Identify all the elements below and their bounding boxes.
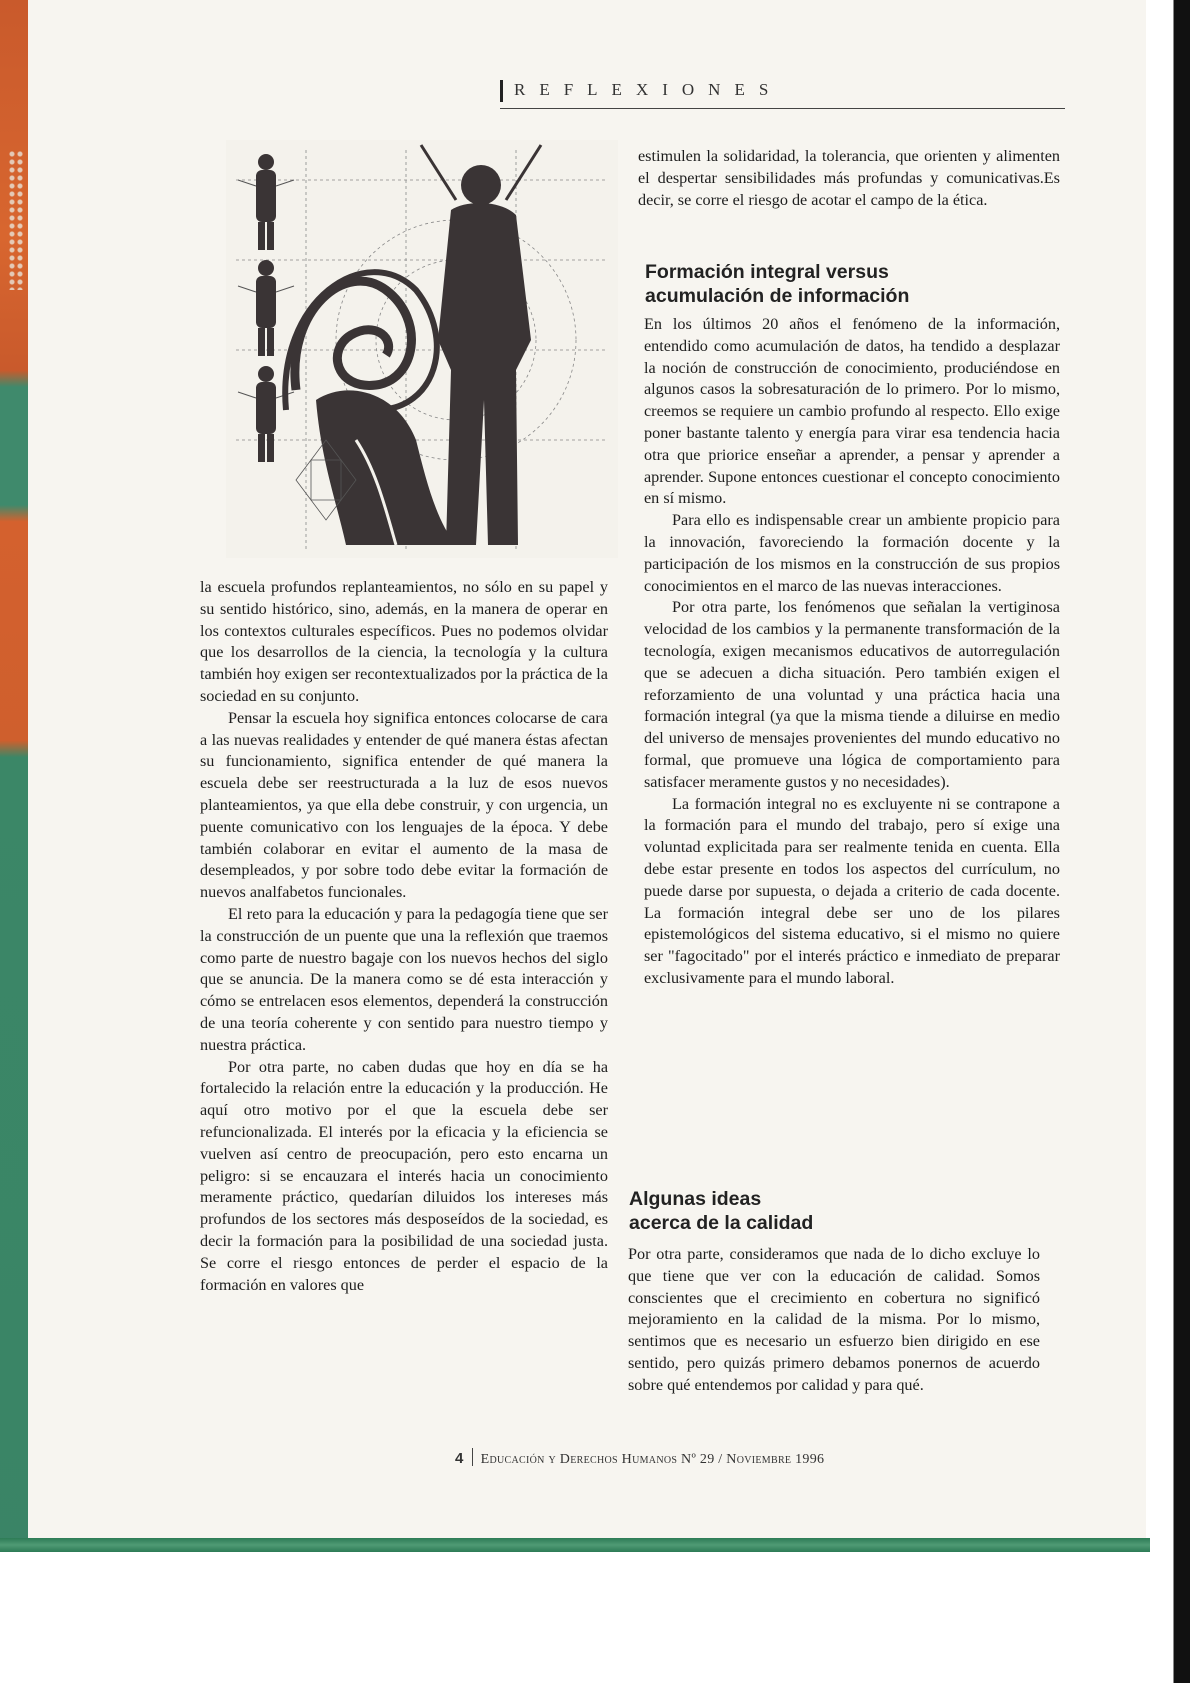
paragraph: Para ello es indispensable crear un ambiente propicio para la innovación, favoreciendo la formación docente y la participación de los mismos en la construcción de sus propios conocimientos en el marco de las nuevas interacciones.: [644, 511, 1060, 595]
paragraph: El reto para la educación y para la pedagogía tiene que ser la construcción de un puente que una la reflexión que traemos como parte de nuestro bagaje con los nuevos hechos del siglo que se anuncia. De la manera como se dé esta interacción y cómo se entrelacen esos elementos, dependerá la construcción de una teoría coherente y con sentido para nuestro tiempo y nuestra práctica.: [200, 904, 608, 1054]
fabric-pattern: [8, 150, 24, 290]
paragraph: Por otra parte, no caben dudas que hoy en día se ha fortalecido la relación entre la educación y la producción. He aquí otro motivo por el que la escuela debe ser refuncionalizada. El interés por la eficacia y la eficiencia se vuelven así centro de preocupación, pero esto encarna un peligro: si se encauzara el interés hacia un conocimiento meramente práctico, quedarían diluidos los intereses más profundos de los sectores más desposeídos de la sociedad, es decir la formación para la posibilidad de una sociedad justa. Se corre el riesgo entonces de perder el espacio de la formación en valores que: [200, 1057, 608, 1294]
section-heading: [645, 260, 1065, 308]
page-number: 4: [455, 1450, 464, 1467]
paragraph: estimulen la solidaridad, la tolerancia, que orienten y alimenten el despertar sensibilidades más profundas y comunicativas.Es decir, se corre el riesgo de acotar el campo de la ética.: [638, 147, 1060, 209]
heading-line: acumulación de información: [645, 285, 910, 307]
heading-line: Formación integral versus: [645, 261, 889, 283]
page-footer: [455, 1448, 915, 1468]
header-rule: [500, 80, 503, 102]
scan-right-edge: [1146, 0, 1190, 1683]
paragraph: Pensar la escuela hoy significa entonces colocarse de cara a las nuevas realidades y entender de qué manera éstas afectan su funcionamiento, significa entender de qué manera la escuela debe ser reestructurada a la luz de esos nuevos planteamientos, ya que ella debe construir, y con urgencia, un puente comunicativo con los lenguajes de la época. Y debe también colaborar en evitar el aumento de la masa de desempleados, y por sobre todo debe evitar la formación de nuevos analfabetos funcionales.: [200, 708, 608, 902]
article-illustration: [226, 140, 618, 558]
paragraph: La formación integral no es excluyente ni se contrapone a la formación para el mundo del trabajo, pero sí exige una voluntad explicitada para ser realmente tenida en cuenta. Ella debe estar presente en todos los aspectos del currículum, no puede darse por supuesta, o dejada a criterio de cada docente. La formación integral debe ser uno de los pilares epistemológicos del sistema educativo, si el mismo no quiere ser "fagocitado" por el interés práctico e inmediato de preparar exclusivamente para el mundo laboral.: [644, 794, 1060, 987]
section-body: [644, 314, 1060, 990]
scan-bottom-edge: [0, 1538, 1150, 1552]
paragraph: la escuela profundos replanteamientos, no sólo en su papel y su sentido histórico, sino, además, en la manera de operar en los contextos culturales específicos. Pues no podemos olvidar que los desarrollos de la ciencia, la tecnología y la cultura también hoy exigen ser recontextualizados por la práctica de la sociedad en su conjunto.: [200, 578, 608, 705]
left-column: [200, 577, 608, 1296]
scan-bottom-margin: [0, 1552, 1150, 1683]
section-heading: [629, 1187, 1049, 1235]
scan-left-edge: [0, 0, 28, 1683]
paragraph: Por otra parte, consideramos que nada de lo dicho excluye lo que tiene que ver con la educación de calidad. Somos conscientes que el crecimiento en cobertura no significó mejoramiento en la calidad de la misma. Por lo mismo, sentimos que es necesario un esfuerzo bien dirigido en ese sentido, pero quizás primero debamos ponernos de acuerdo sobre qué entendemos por calidad y para qué.: [628, 1245, 1040, 1394]
section-body: [628, 1244, 1040, 1397]
paragraph: En los últimos 20 años el fenómeno de la información, entendido como acumulación de datos, ha tendido a desplazar la noción de construcción de conocimiento, produciéndose en algunos casos la sobresaturación de lo primero. Por lo mismo, creemos se requiere un cambio profundo al respecto. Ello exige poner bastante talento y energía para virar esa tendencia hacia otra que priorice enseñar a aprender, a pensar y aprender a aprender. Supone entonces cuestionar el concepto conocimiento en sí mismo.: [644, 315, 1060, 508]
publication-name: Educación y Derechos Humanos: [480, 1452, 678, 1467]
section-title: REFLEXIONES: [514, 80, 783, 99]
issue-info: Nº 29 / Noviembre 1996: [681, 1452, 825, 1467]
paragraph: Por otra parte, los fenómenos que señalan la vertiginosa velocidad de los cambios y la permanente transformación de la tecnología, exigen mecanismos educativos de autorregulación que se adecuen a dicha situación. Pero también exigen el reforzamiento de una voluntad y una práctica hacia una formación integral (ya que la misma tiende a diluirse en medio del universo de mensajes provenientes del mundo educativo no formal, que promueve una lógica de comportamiento para satisfacer meramente gustos y no necesidades).: [644, 598, 1060, 791]
heading-line: Algunas ideas: [629, 1188, 762, 1210]
footer-divider: [472, 1448, 473, 1466]
section-header: [500, 78, 1065, 109]
heading-line: acerca de la calidad: [629, 1212, 814, 1234]
right-column-continuation: [638, 146, 1060, 211]
